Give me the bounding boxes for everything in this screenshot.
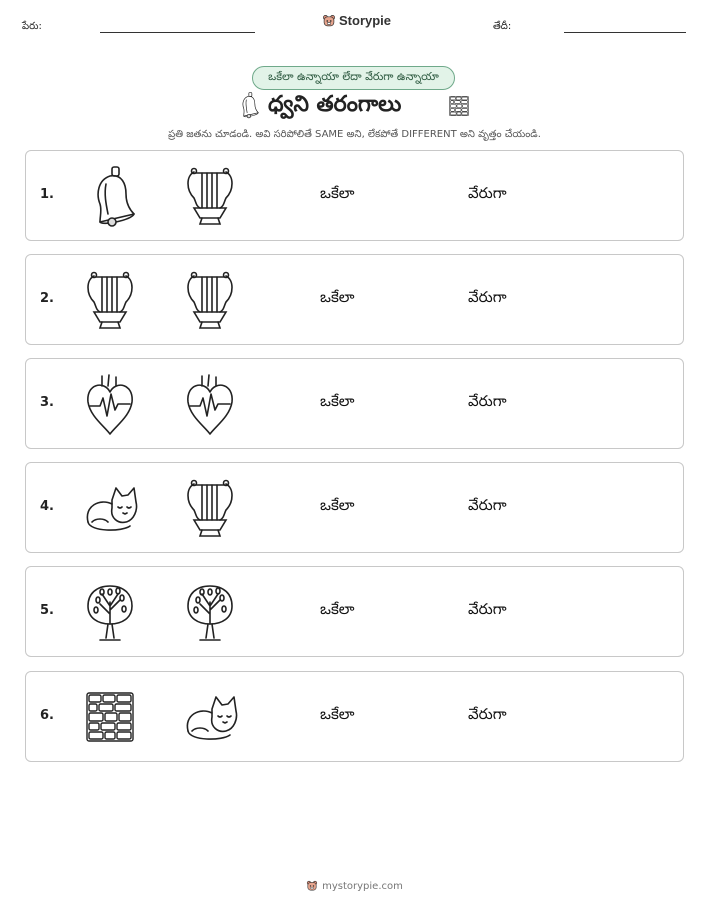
different-option[interactable]: వేరుగా <box>468 184 507 202</box>
cat-icon <box>82 476 138 540</box>
same-option[interactable]: ఒకేలా <box>320 288 355 306</box>
subtitle-pill: ఒకేలా ఉన్నాయా లేదా వేరుగా ఉన్నాయా <box>252 66 455 90</box>
bear-icon <box>306 880 318 892</box>
same-option[interactable]: ఒకేలా <box>320 496 355 514</box>
question-number: 2. <box>40 291 54 306</box>
lyre-icon <box>182 164 238 228</box>
wall-icon <box>82 685 138 749</box>
bell-icon <box>236 90 260 120</box>
different-option[interactable]: వేరుగా <box>468 600 507 618</box>
wall-icon <box>446 93 472 119</box>
question-row <box>25 254 684 345</box>
bear-icon <box>322 14 336 28</box>
question-row <box>25 566 684 657</box>
name-label: పేరు: <box>22 21 42 32</box>
brand-name: Storypie <box>339 13 392 28</box>
brand-logo <box>322 13 391 28</box>
question-number: 3. <box>40 395 54 410</box>
question-number: 1. <box>40 187 54 202</box>
lyre-icon <box>82 268 138 332</box>
question-number: 4. <box>40 499 54 514</box>
lyre-icon <box>182 268 238 332</box>
heart-icon <box>182 372 238 436</box>
same-option[interactable]: ఒకేలా <box>320 392 355 410</box>
different-option[interactable]: వేరుగా <box>468 705 507 723</box>
different-option[interactable]: వేరుగా <box>468 392 507 410</box>
same-option[interactable]: ఒకేలా <box>320 184 355 202</box>
question-row <box>25 671 684 762</box>
question-number: 5. <box>40 603 54 618</box>
question-row <box>25 462 684 553</box>
tree-icon <box>82 580 138 644</box>
heart-icon <box>82 372 138 436</box>
page-title: ధ్వని తరంగాలు <box>268 92 402 117</box>
question-row <box>25 358 684 449</box>
bell-icon <box>82 164 138 228</box>
title-row <box>0 90 709 122</box>
question-number: 6. <box>40 708 54 723</box>
footer <box>0 880 709 892</box>
different-option[interactable]: వేరుగా <box>468 288 507 306</box>
footer-url: mystorypie.com <box>322 880 403 892</box>
tree-icon <box>182 580 238 644</box>
date-label: తేదీ: <box>493 21 512 32</box>
instructions: ప్రతి జతను చూడండి. అవి సరిపోలితే SAME అని, లేకపోతే DIFFERENT అని వృత్తం చేయండి. <box>168 129 541 140</box>
same-option[interactable]: ఒకేలా <box>320 600 355 618</box>
same-option[interactable]: ఒకేలా <box>320 705 355 723</box>
cat-icon <box>182 685 238 749</box>
date-line[interactable] <box>564 32 686 33</box>
name-line[interactable] <box>100 32 255 33</box>
lyre-icon <box>182 476 238 540</box>
question-row <box>25 150 684 241</box>
different-option[interactable]: వేరుగా <box>468 496 507 514</box>
